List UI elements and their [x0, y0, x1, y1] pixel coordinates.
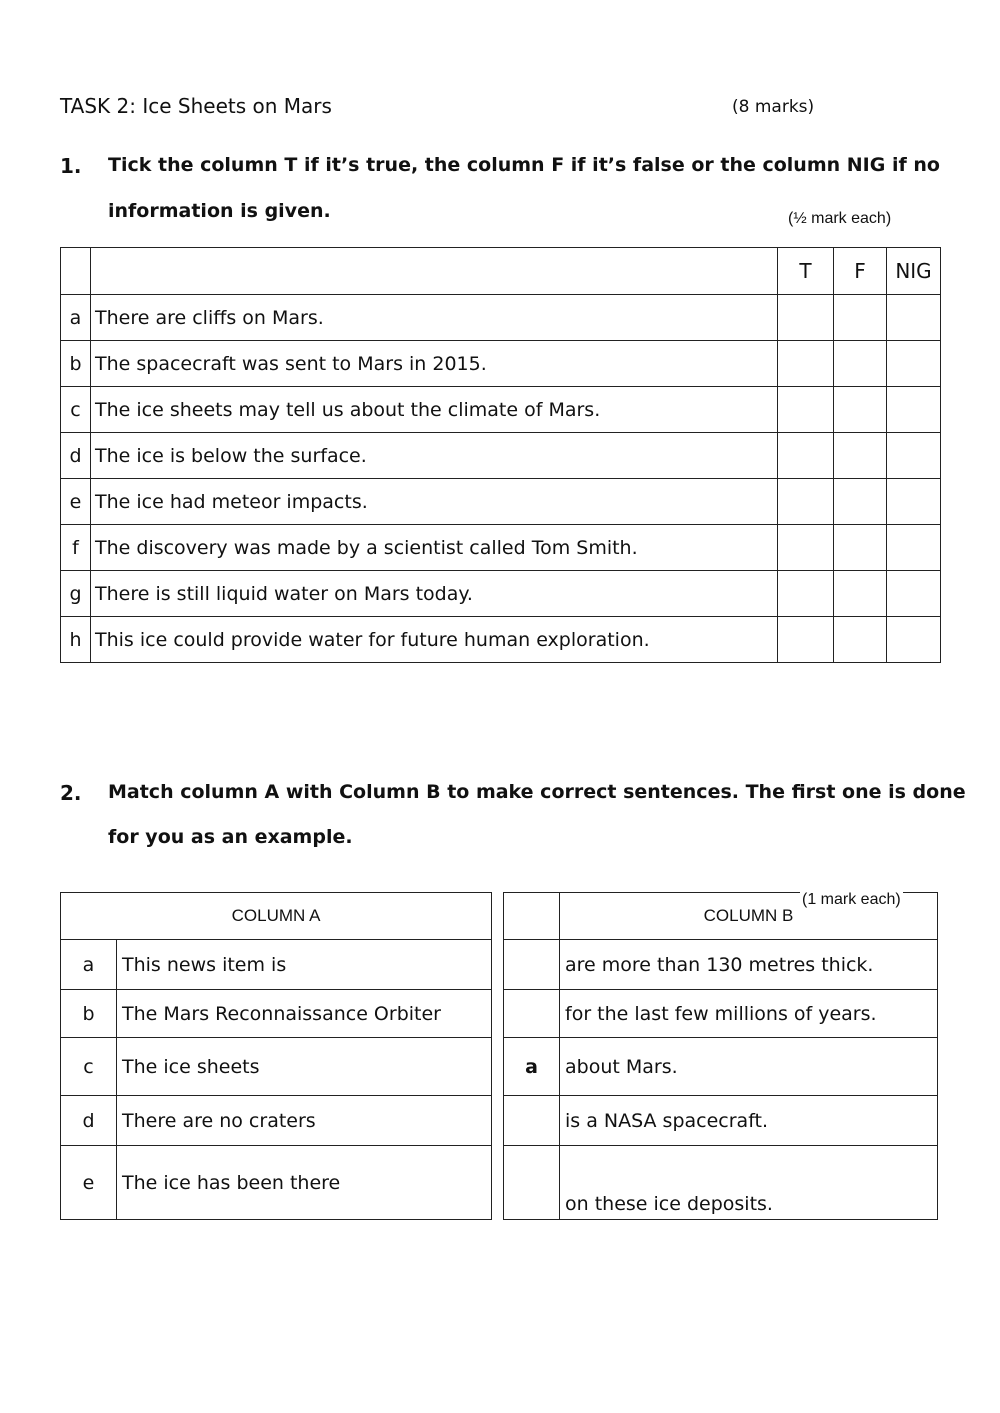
statement-text: There is still liquid water on Mars today. — [91, 571, 778, 617]
header-letter-cell — [61, 248, 91, 295]
column-a-letter: d — [61, 1096, 117, 1146]
statement-row-f — [61, 525, 941, 571]
tick-cell-true[interactable] — [778, 479, 834, 525]
question-2-number: 2. — [60, 781, 82, 805]
tick-cell-nig[interactable] — [887, 433, 941, 479]
column-header-false: F — [834, 248, 887, 295]
statement-letter: e — [61, 479, 91, 525]
column-a-text: The ice sheets — [117, 1038, 492, 1096]
column-b-row — [504, 1146, 938, 1220]
question-1-number: 1. — [60, 154, 82, 178]
column-b-text: are more than 130 metres thick. — [560, 940, 938, 990]
tick-cell-true[interactable] — [778, 617, 834, 663]
answer-box[interactable] — [504, 940, 560, 990]
tick-cell-false[interactable] — [834, 525, 887, 571]
column-a-letter: e — [61, 1146, 117, 1220]
column-a-row — [61, 1096, 492, 1146]
statement-letter: a — [61, 295, 91, 341]
statement-row-h — [61, 617, 941, 663]
tick-cell-nig[interactable] — [887, 387, 941, 433]
statement-text: The ice sheets may tell us about the climate of Mars. — [91, 387, 778, 433]
column-b-table — [503, 892, 938, 1220]
tick-cell-true[interactable] — [778, 571, 834, 617]
tick-cell-nig[interactable] — [887, 295, 941, 341]
column-a-text: This news item is — [117, 940, 492, 990]
tick-cell-true[interactable] — [778, 433, 834, 479]
question-1-mark-note: (½ mark each) — [788, 210, 892, 227]
column-a-text: There are no craters — [117, 1096, 492, 1146]
question-2-mark-note: (1 mark each) — [802, 891, 901, 908]
question-1-instruction-line-2: information is given. — [108, 200, 331, 222]
column-a-text: The ice has been there — [117, 1146, 492, 1220]
statement-letter: h — [61, 617, 91, 663]
tick-cell-nig[interactable] — [887, 341, 941, 387]
column-b-row — [504, 990, 938, 1038]
tick-cell-true[interactable] — [778, 387, 834, 433]
tick-cell-false[interactable] — [834, 571, 887, 617]
statement-letter: f — [61, 525, 91, 571]
tick-cell-false[interactable] — [834, 295, 887, 341]
column-b-text: on these ice deposits. — [560, 1146, 938, 1220]
question-2-instruction-line-1: Match column A with Column B to make correct sentences. The first one is done — [108, 781, 966, 803]
statement-letter: c — [61, 387, 91, 433]
statement-letter: b — [61, 341, 91, 387]
tick-cell-false[interactable] — [834, 341, 887, 387]
statement-text: The spacecraft was sent to Mars in 2015. — [91, 341, 778, 387]
statement-text: This ice could provide water for future human exploration. — [91, 617, 778, 663]
tick-cell-true[interactable] — [778, 341, 834, 387]
tick-cell-false[interactable] — [834, 479, 887, 525]
statement-text: The ice is below the surface. — [91, 433, 778, 479]
column-a-letter: b — [61, 990, 117, 1038]
column-b-header: COLUMN B — [560, 893, 938, 940]
column-a-row — [61, 1146, 492, 1220]
column-a-row — [61, 990, 492, 1038]
column-a-letter: c — [61, 1038, 117, 1096]
tick-cell-true[interactable] — [778, 525, 834, 571]
statement-row-e — [61, 479, 941, 525]
statement-row-b — [61, 341, 941, 387]
tick-cell-nig[interactable] — [887, 525, 941, 571]
statement-text: The discovery was made by a scientist called Tom Smith. — [91, 525, 778, 571]
statement-letter: g — [61, 571, 91, 617]
statement-row-a — [61, 295, 941, 341]
answer-box[interactable] — [504, 1146, 560, 1220]
statement-row-d — [61, 433, 941, 479]
answer-box[interactable] — [504, 990, 560, 1038]
header-statement-cell — [91, 248, 778, 295]
question-2-instruction-line-2: for you as an example. — [108, 826, 353, 848]
tick-cell-nig[interactable] — [887, 617, 941, 663]
task-title: TASK 2: Ice Sheets on Mars — [60, 94, 332, 118]
column-a-row — [61, 940, 492, 990]
answer-box[interactable]: a — [504, 1038, 560, 1096]
column-a-letter: a — [61, 940, 117, 990]
tick-cell-true[interactable] — [778, 295, 834, 341]
column-header-nig: NIG — [887, 248, 941, 295]
column-a-row — [61, 1038, 492, 1096]
column-b-text: is a NASA spacecraft. — [560, 1096, 938, 1146]
column-b-row — [504, 1038, 938, 1096]
tick-cell-nig[interactable] — [887, 479, 941, 525]
column-b-answer-header — [504, 893, 560, 940]
tick-cell-nig[interactable] — [887, 571, 941, 617]
statement-text: The ice had meteor impacts. — [91, 479, 778, 525]
column-a-header: COLUMN A — [61, 893, 492, 940]
statement-row-c — [61, 387, 941, 433]
column-b-row — [504, 1096, 938, 1146]
true-false-header-row — [61, 248, 941, 295]
statement-row-g — [61, 571, 941, 617]
tick-cell-false[interactable] — [834, 433, 887, 479]
column-a-table — [60, 892, 492, 1220]
column-b-text: about Mars. — [560, 1038, 938, 1096]
true-false-table — [60, 247, 941, 663]
column-a-text: The Mars Reconnaissance Orbiter — [117, 990, 492, 1038]
answer-box[interactable] — [504, 1096, 560, 1146]
column-b-row — [504, 940, 938, 990]
task-marks: (8 marks) — [732, 97, 815, 117]
column-a-header-row — [61, 893, 492, 940]
tick-cell-false[interactable] — [834, 387, 887, 433]
statement-letter: d — [61, 433, 91, 479]
column-header-true: T — [778, 248, 834, 295]
tick-cell-false[interactable] — [834, 617, 887, 663]
question-1-instruction-line-1: Tick the column T if it’s true, the column F if it’s false or the column NIG if no — [108, 154, 940, 176]
statement-text: There are cliffs on Mars. — [91, 295, 778, 341]
column-b-text: for the last few millions of years. — [560, 990, 938, 1038]
